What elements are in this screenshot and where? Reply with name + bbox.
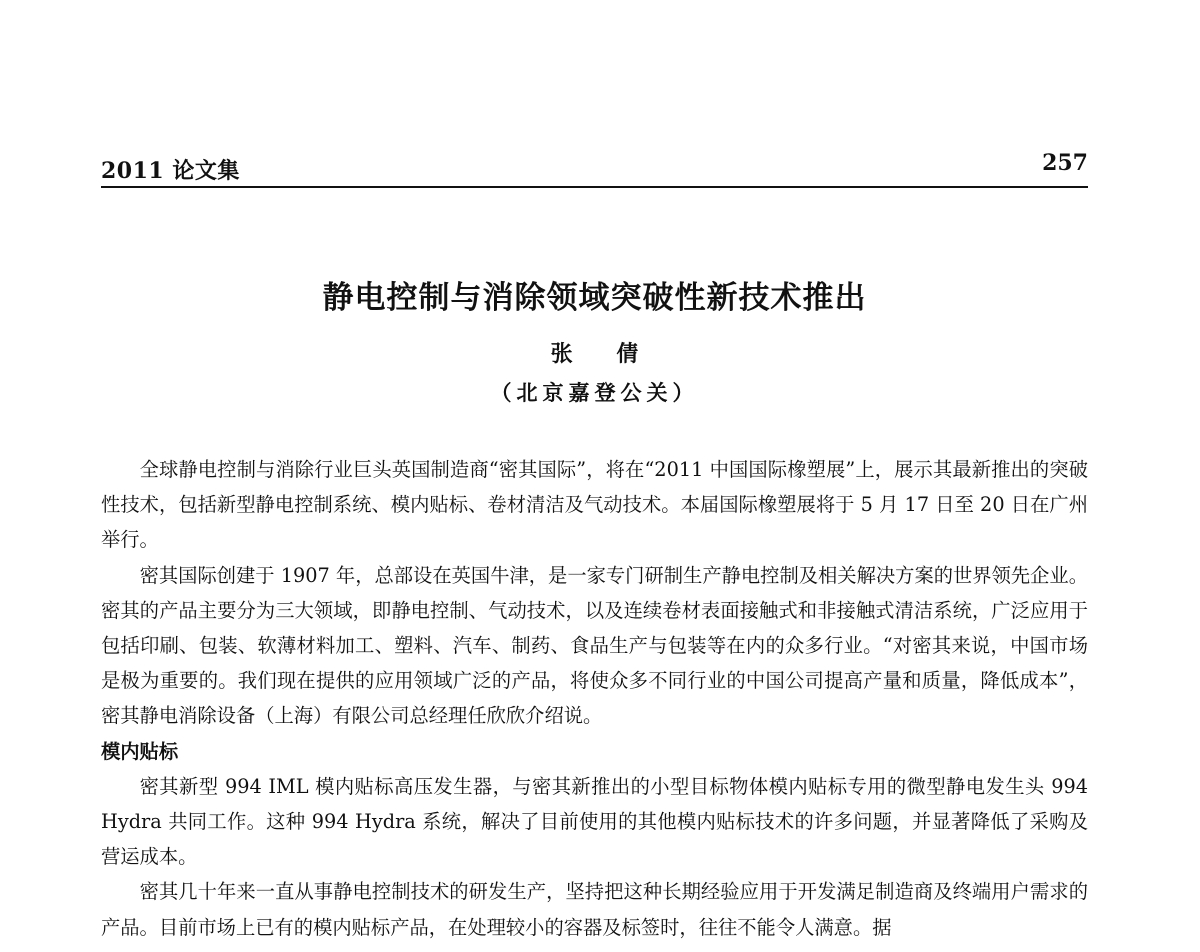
page-number: 257 (1042, 150, 1088, 176)
article-body (101, 452, 1088, 945)
journal-title: 2011 论文集 (101, 158, 240, 184)
paragraph-4: 密其几十年来一直从事静电控制技术的研发生产，坚持把这种长期经验应用于开发满足制造商及终端用户需求的产品。目前市场上已有的模内贴标产品，在处理较小的容器及标签时，往往不能令人满意。据 (101, 880, 1088, 939)
paragraph-1: 全球静电控制与消除行业巨头英国制造商“密其国际”，将在“2011 中国国际橡塑展”上，展示其最新推出的突破性技术，包括新型静电控制系统、模内贴标、卷材清洁及气动技术。本届国际橡塑展将于 5 月 17 日至 20 日在广州举行。 (101, 458, 1088, 552)
article-title: 静电控制与消除领域突破性新技术推出 (322, 280, 867, 316)
paragraph-3: 密其新型 994 IML 模内贴标高压发生器，与密其新推出的小型目标物体模内贴标专用的微型静电发生头 994 Hydra 共同工作。这种 994 Hydra 系统，解决了目前使用的其他模内贴标技术的许多问题，并显著降低了采购及营运成本。 (101, 774, 1088, 869)
section-heading: 模内贴标 (101, 739, 179, 763)
author-affiliation: （北京嘉登公关） (490, 380, 699, 405)
article-author: 张 倩 (550, 341, 657, 367)
paragraph-2: 密其国际创建于 1907 年，总部设在英国牛津，是一家专门研制生产静电控制及相关解决方案的世界领先企业。密其的产品主要分为三大领域，即静电控制、气动技术，以及连续卷材表面接触式和非接触式清洁系统，广泛应用于包括印刷、包装、软薄材料加工、塑料、汽车、制药、食品生产与包装等在内的众多行业。“对密其来说，中国市场是极为重要的。我们现在提供的应用领域广泛的产品，将使众多不同行业的中国公司提高产量和质量，降低成本”，密其静电消除设备（上海）有限公司总经理任欣欣介绍说。 (101, 563, 1088, 728)
